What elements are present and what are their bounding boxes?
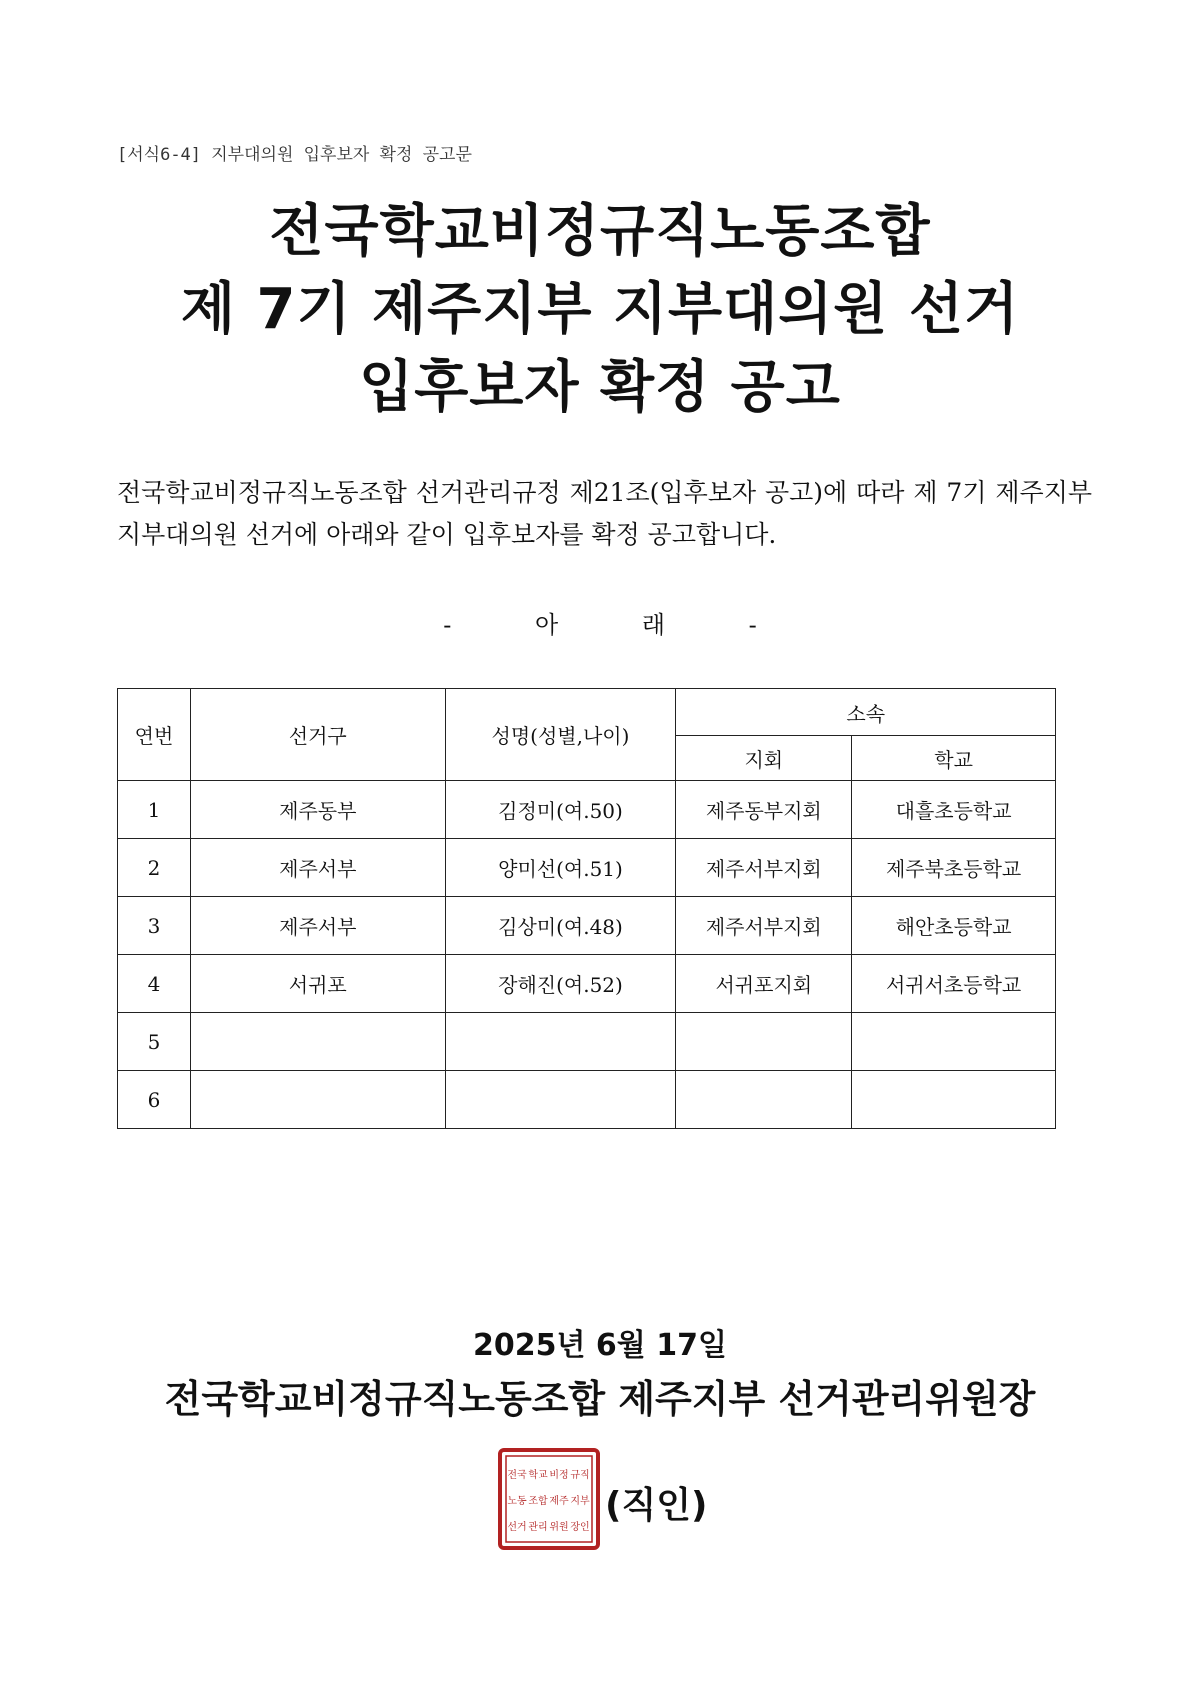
header-district: 선거구	[190, 689, 445, 781]
cell-name	[445, 1013, 676, 1071]
seal-glyph: 노동	[507, 1496, 527, 1507]
table-row	[118, 839, 1056, 897]
cell-district: 제주서부	[190, 839, 445, 897]
title-line-3: 입후보자 확정 공고	[359, 355, 841, 420]
cell-name: 장해진(여.52)	[445, 955, 676, 1013]
seal-glyph: 비정	[549, 1470, 569, 1481]
seal-glyph: 지부	[570, 1496, 590, 1507]
title-line-1: 전국학교비정규직노동조합	[269, 199, 931, 264]
cell-name: 김상미(여.48)	[445, 897, 676, 955]
table-row	[118, 897, 1056, 955]
seal-glyph: 규직	[570, 1470, 590, 1481]
cell-name	[445, 1071, 676, 1129]
table-row	[118, 1071, 1056, 1129]
below-char-rae: 래	[641, 611, 665, 639]
cell-school: 서귀서초등학교	[852, 955, 1056, 1013]
notice-title	[0, 193, 1200, 427]
cell-school: 대흘초등학교	[852, 781, 1056, 839]
cell-branch: 제주동부지회	[676, 781, 852, 839]
header-school: 학교	[852, 736, 1056, 781]
cell-name: 양미선(여.51)	[445, 839, 676, 897]
cell-no: 1	[118, 781, 191, 839]
below-char-a: 아	[534, 611, 559, 639]
official-seal-icon	[497, 1447, 601, 1551]
seal-glyph: 조합	[528, 1496, 548, 1507]
seal-glyph: 관리	[528, 1522, 548, 1533]
seal-glyph: 전국	[507, 1470, 527, 1481]
notice-body: 전국학교비정규직노동조합 선거관리규정 제21조(입후보자 공고)에 따라 제 7기 제주지부 지부대의원 선거에 아래와 같이 입후보자를 확정 공고합니다.	[117, 478, 1092, 549]
header-branch: 지회	[676, 736, 852, 781]
seal-glyph: 선거	[507, 1522, 527, 1533]
cell-district: 제주동부	[190, 781, 445, 839]
below-heading	[0, 605, 1200, 640]
cell-branch: 서귀포지회	[676, 955, 852, 1013]
cell-school	[852, 1071, 1056, 1129]
seal-glyph: 장인	[570, 1522, 590, 1533]
candidate-table	[117, 688, 1056, 1129]
cell-school	[852, 1013, 1056, 1071]
seal-glyph: 위원	[549, 1522, 569, 1533]
cell-no: 5	[118, 1013, 191, 1071]
cell-district	[190, 1071, 445, 1129]
cell-branch	[676, 1071, 852, 1129]
cell-no: 3	[118, 897, 191, 955]
header-name: 성명(성별,나이)	[445, 689, 676, 781]
title-line-2: 제 7기 제주지부 지부대의원 선거	[180, 277, 1020, 342]
table-row	[118, 1013, 1056, 1071]
cell-school: 해안초등학교	[852, 897, 1056, 955]
seal-block	[497, 1447, 712, 1557]
cell-name: 김정미(여.50)	[445, 781, 676, 839]
dash-right: -	[748, 611, 757, 639]
header-affiliation: 소속	[676, 689, 1056, 736]
cell-district	[190, 1013, 445, 1071]
cell-no: 4	[118, 955, 191, 1013]
cell-no: 2	[118, 839, 191, 897]
cell-no: 6	[118, 1071, 191, 1129]
seal-glyph: 제주	[549, 1496, 569, 1507]
committee-signature: 전국학교비정규직노동조합 제주지부 선거관리위원장	[164, 1377, 1036, 1421]
cell-branch: 제주서부지회	[676, 897, 852, 955]
cell-branch	[676, 1013, 852, 1071]
header-no: 연번	[118, 689, 191, 781]
cell-school: 제주북초등학교	[852, 839, 1056, 897]
cell-branch: 제주서부지회	[676, 839, 852, 897]
table-row	[118, 781, 1056, 839]
dash-left: -	[443, 611, 452, 639]
cell-district: 서귀포	[190, 955, 445, 1013]
table-row	[118, 955, 1056, 1013]
form-label: [서식6-4] 지부대의원 입후보자 확정 공고문	[117, 145, 472, 165]
notice-date: 2025년 6월 17일	[473, 1328, 727, 1363]
seal-glyph: 학교	[528, 1470, 548, 1481]
cell-district: 제주서부	[190, 897, 445, 955]
seal-note: (직인)	[605, 1485, 708, 1526]
